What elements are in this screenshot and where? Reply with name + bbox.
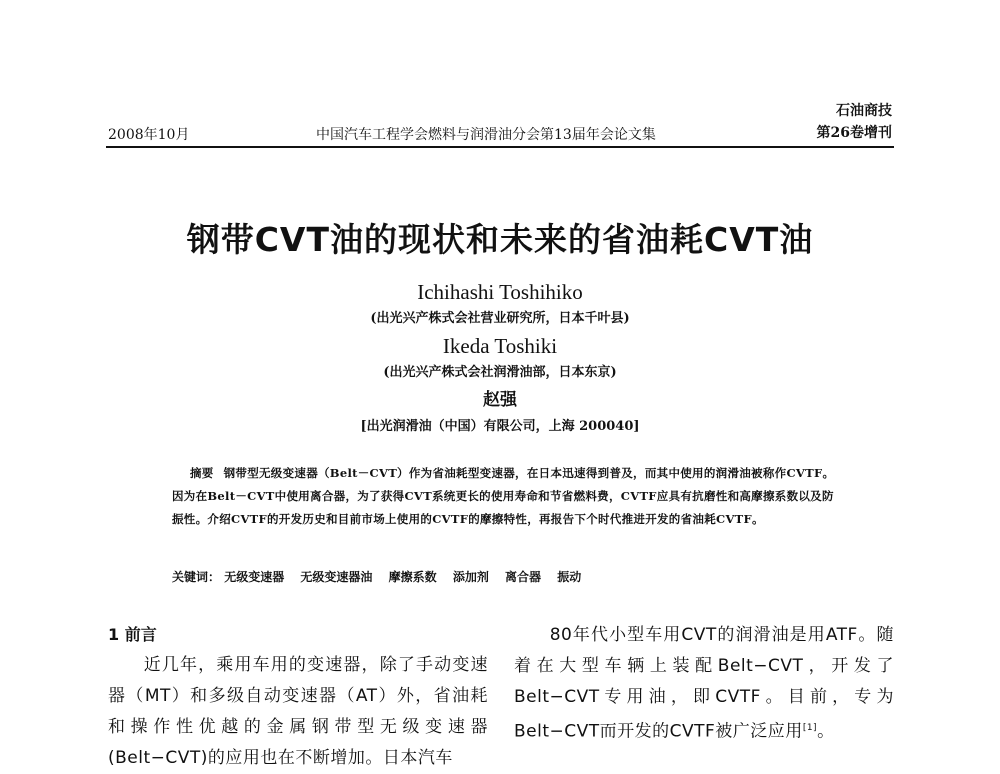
author-block bbox=[0, 278, 1000, 440]
author-affiliation: (出光兴产株式会社润滑油部，日本东京) bbox=[383, 365, 617, 380]
header-rule bbox=[106, 146, 894, 148]
abstract-label: 摘要 bbox=[190, 466, 214, 480]
paragraph-text: 80年代小型车用CVT的润滑油是用ATF。随着在大型车辆上装配Belt−CVT，开发了Belt−CVT专用油，即CVTF。目前，专为Belt−CVT而开发的CVTF被广泛应用 bbox=[514, 625, 894, 742]
header-date: 2008年10月 bbox=[108, 127, 190, 143]
abstract-text: 钢带型无级变速器（Belt－CVT）作为省油耗型变速器，在日本迅速得到普及，而其中使用的润滑油被称作CVTF。因为在Belt－CVT中使用离合器，为了获得CVT系统更长的使用寿命和节省燃料费，CVTF应具有抗磨性和高摩擦系数以及防振性。介绍CVTF的开发历史和目前市场上使用的CVTF的摩擦特性，再报告下个时代推进开发的省油耗CVTF。 bbox=[172, 466, 835, 526]
paper-title: 钢带CVT油的现状和未来的省油耗CVT油 bbox=[186, 220, 814, 259]
author-affiliation: (出光兴产株式会社营业研究所，日本千叶县) bbox=[370, 311, 630, 326]
header-journal-block bbox=[817, 100, 892, 144]
keyword: 离合器 bbox=[505, 570, 542, 584]
citation-ref[interactable]: [1] bbox=[802, 723, 818, 733]
abstract bbox=[172, 462, 838, 531]
keyword: 无级变速器 bbox=[224, 570, 285, 584]
body-column-right bbox=[514, 620, 894, 748]
keyword: 无级变速器油 bbox=[300, 570, 373, 584]
keyword: 摩擦系数 bbox=[388, 570, 437, 584]
header-journal: 石油商技 bbox=[836, 103, 892, 119]
keywords-label: 关键词： bbox=[172, 570, 221, 584]
author-affiliation: [出光润滑油（中国）有限公司，上海 200040] bbox=[360, 419, 640, 434]
section-title: 1 前言 bbox=[108, 625, 157, 644]
keywords bbox=[172, 568, 838, 585]
body-column-left bbox=[108, 620, 488, 774]
keyword: 添加剂 bbox=[452, 570, 489, 584]
paragraph-end: 。 bbox=[817, 721, 835, 742]
paragraph bbox=[514, 620, 894, 748]
author-name: 赵强 bbox=[483, 390, 517, 410]
paragraph: 近几年，乘用车用的变速器，除了手动变速器（MT）和多级自动变速器（AT）外，省油耗和操作性优越的金属钢带型无级变速器(Belt−CVT)的应用也在不断增加。日本汽车 bbox=[108, 655, 488, 768]
header-proceedings: 中国汽车工程学会燃料与润滑油分会第13届年会论文集 bbox=[316, 127, 656, 143]
header-volume: 第26卷增刊 bbox=[816, 125, 892, 141]
keyword: 振动 bbox=[557, 570, 582, 584]
author-name: Ikeda Toshiki bbox=[442, 334, 558, 358]
author-name: Ichihashi Toshihiko bbox=[417, 280, 583, 304]
